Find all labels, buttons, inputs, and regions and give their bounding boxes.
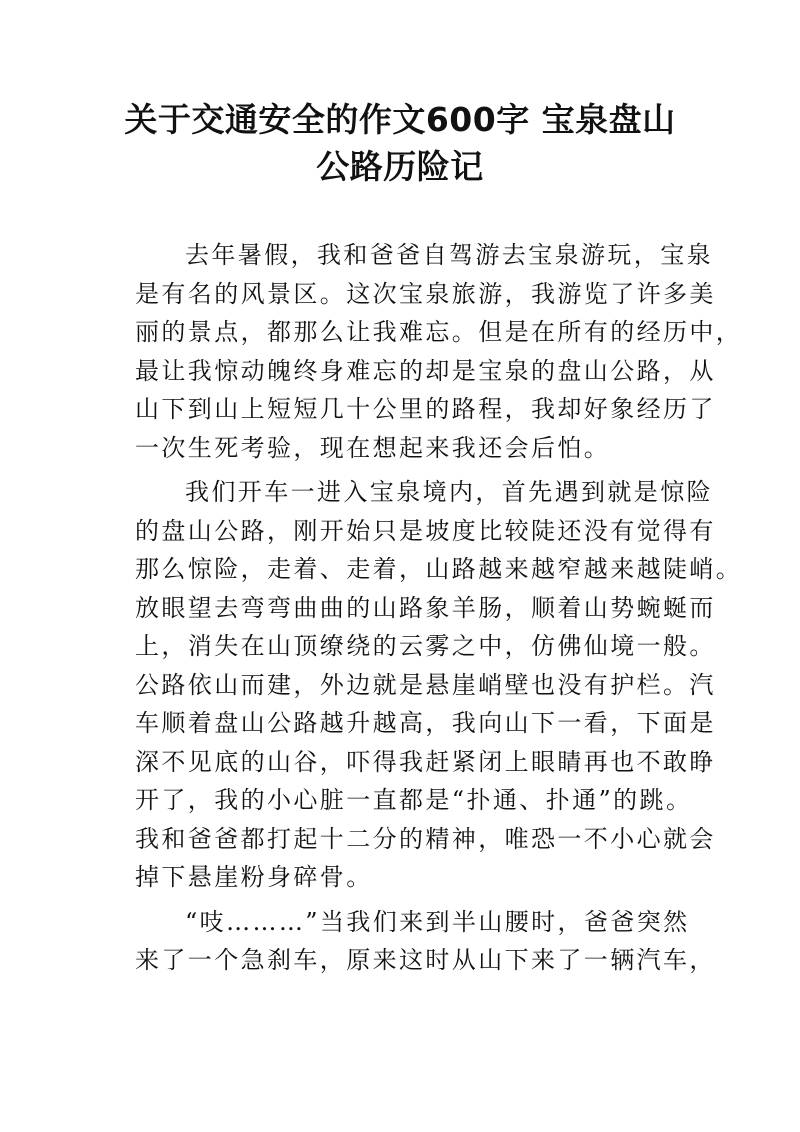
text-line: 深不见底的山谷，吓得我赶紧闭上眼睛再也不敢睁 xyxy=(135,747,716,776)
text-line: 开了，我的小心脏一直都是“扑通、扑通”的跳。 xyxy=(135,786,693,814)
text-line: 山下到山上短短几十公里的路程，我却好象经历了 xyxy=(135,395,716,423)
text-line: 车顺着盘山公路越升越高，我向山下一看，下面是 xyxy=(135,709,716,737)
text-line: 去年暑假，我和爸爸自驾游去宝泉游玩，宝泉 xyxy=(185,241,713,269)
document-body xyxy=(135,236,743,986)
text-line: 一次生死考验，现在想起来我还会后怕。 xyxy=(135,433,611,462)
text-line: 放眼望去弯弯曲曲的山路象羊肠，顺着山势蜿蜒而 xyxy=(135,593,716,622)
text-line: 掉下悬崖粉身碎骨。 xyxy=(135,863,373,891)
text-line: 上，消失在山顶缭绕的云雾之中，仿佛仙境一般。 xyxy=(135,632,716,660)
text-line: 我和爸爸都打起十二分的精神，唯恐一不小心就会 xyxy=(135,824,716,853)
paragraph-1 xyxy=(135,236,743,467)
title-line-1: 关于交通安全的作文600字 宝泉盘山 xyxy=(124,100,676,139)
paragraph-2 xyxy=(135,473,743,897)
text-line: 我们开车一进入宝泉境内，首先遇到就是惊险 xyxy=(185,478,713,506)
text-line: 那么惊险，走着、走着，山路越来越窄越来越陡峭。 xyxy=(135,555,743,583)
title-line-2: 公路历险记 xyxy=(316,147,484,186)
text-line: 丽的景点，都那么让我难忘。但是在所有的经历中， xyxy=(135,318,743,346)
text-line: 公路依山而建，外边就是悬崖峭壁也没有护栏。汽 xyxy=(135,670,716,699)
text-line: 的盘山公路，刚开始只是坡度比较陡还没有觉得有 xyxy=(135,516,716,545)
text-line: “吱………”当我们来到半山腰时，爸爸突然 xyxy=(185,907,690,936)
paragraph-3 xyxy=(135,903,716,980)
text-line: 最让我惊动魄终身难忘的却是宝泉的盘山公路，从 xyxy=(135,356,716,385)
text-line: 是有名的风景区。这次宝泉旅游，我游览了许多美 xyxy=(135,279,716,308)
text-line: 来了一个急刹车，原来这时从山下来了一辆汽车， xyxy=(135,946,716,974)
document-title xyxy=(100,96,700,190)
